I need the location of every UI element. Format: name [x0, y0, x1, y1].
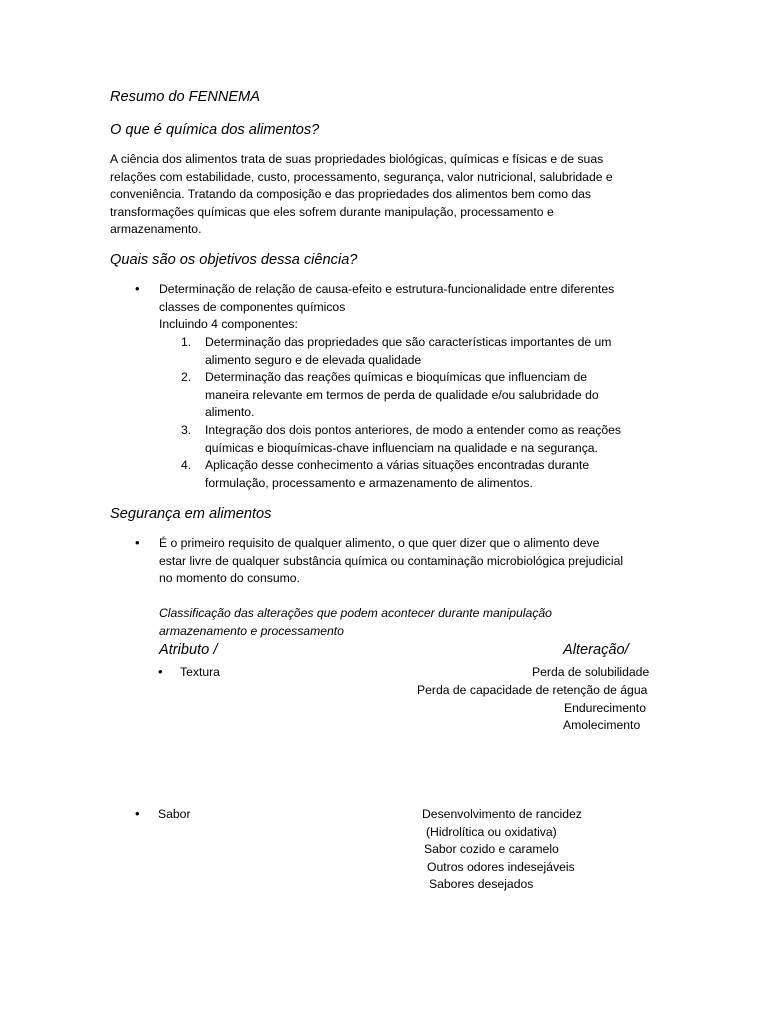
paragraph-line: relações com estabilidade, custo, processamento, segurança, valor nutricional, salubridade e — [110, 169, 613, 184]
bullet-icon: • — [135, 806, 140, 821]
alteration-item: Sabor cozido e caramelo — [424, 842, 559, 856]
list-number: 1. — [181, 335, 192, 349]
bullet-text-line: classes de componentes químicos — [159, 299, 346, 314]
paragraph-line: transformações químicas que eles sofrem durante manipulação, processamento e — [110, 204, 554, 219]
bullet-icon: • — [158, 664, 163, 679]
column-header-alteration: Alteração/ — [563, 642, 629, 658]
list-item-line: Integração dos dois pontos anteriores, de modo a entender como as reações — [205, 423, 621, 437]
alteration-item: Perda de capacidade de retenção de água — [417, 683, 648, 697]
heading-objectives: Quais são os objetivos dessa ciência? — [110, 252, 358, 268]
alteration-item: Endurecimento — [564, 700, 646, 715]
paragraph-line: A ciência dos alimentos trata de suas propriedades biológicas, químicas e físicas e de suas — [110, 152, 604, 166]
list-item-line: Determinação das propriedades que são características importantes de um — [205, 335, 612, 349]
paragraph-line: armazenamento. — [110, 222, 202, 236]
alteration-item: Amolecimento — [563, 718, 641, 732]
list-item-line: Aplicação desse conhecimento a várias situações encontradas durante — [205, 458, 590, 472]
bullet-text-line: no momento do consumo. — [159, 571, 300, 585]
heading-food-safety: Segurança em alimentos — [110, 506, 272, 522]
attribute-label-sabor: Sabor — [158, 807, 191, 821]
alteration-item: Sabores desejados — [429, 877, 534, 891]
list-number: 4. — [181, 458, 192, 472]
alteration-item: Perda de solubilidade — [532, 665, 650, 679]
bullet-text-line: Incluindo 4 componentes: — [159, 317, 298, 331]
classification-title-line: Classificação das alterações que podem acontecer durante manipulação — [159, 606, 552, 620]
list-item-line: alimento. — [205, 405, 255, 419]
bullet-icon: • — [135, 281, 140, 296]
bullet-text-line: É o primeiro requisito de qualquer alimento, o que quer dizer que o alimento deve — [159, 536, 600, 550]
list-item-line: alimento seguro e de elevada qualidade — [205, 352, 422, 367]
list-item-line: químicas e bioquímicas-chave influenciam na qualidade e na segurança. — [205, 440, 598, 455]
list-item-line: formulação, processamento e armazenamento de alimentos. — [205, 475, 533, 490]
bullet-text-line: estar livre de qualquer substância química ou contaminação microbiológica prejudicial — [159, 553, 624, 568]
list-item-line: Determinação das reações químicas e bioquímicas que influenciam de — [205, 370, 588, 384]
classification-title-line: armazenamento e processamento — [159, 624, 344, 638]
bullet-icon: • — [135, 535, 140, 550]
bullet-text-line: Determinação de relação de causa-efeito e estrutura-funcionalidade entre diferentes — [159, 282, 615, 296]
heading-what-is-food-chemistry: O que é química dos alimentos? — [110, 122, 320, 138]
paragraph-line: conveniência. Tratando da composição e das propriedades dos alimentos bem como das — [110, 187, 592, 201]
attribute-label-textura: Textura — [180, 665, 220, 679]
list-item-line: maneira relevante em termos de perda de qualidade e/ou salubridade do — [205, 387, 599, 402]
alteration-item: (Hidrolítica ou oxidativa) — [426, 825, 557, 839]
alteration-item: Desenvolvimento de rancidez — [422, 807, 582, 821]
column-header-attribute: Atributo / — [159, 642, 218, 658]
list-number: 2. — [181, 370, 192, 384]
list-number: 3. — [181, 423, 192, 437]
alteration-item: Outros odores indesejáveis — [427, 859, 575, 874]
document-title: Resumo do FENNEMA — [110, 89, 261, 105]
